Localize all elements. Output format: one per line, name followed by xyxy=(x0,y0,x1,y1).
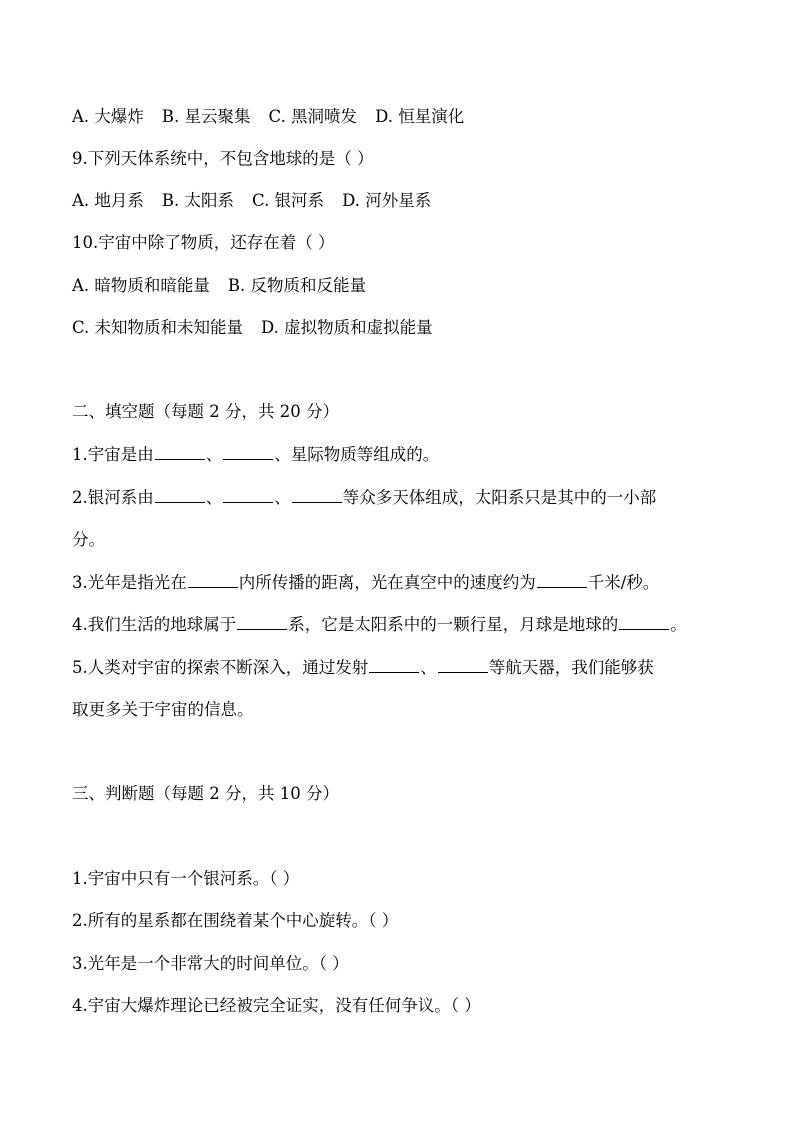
fill-q1-text: 、 xyxy=(205,445,223,464)
fill-q3 xyxy=(72,571,659,595)
fill-q3-text: 千米/秒。 xyxy=(587,573,660,592)
answer-blank[interactable] xyxy=(237,613,287,630)
judge-q3: 3.光年是一个非常大的时间单位。（ ） xyxy=(72,954,349,973)
fill-q2-text: 、 xyxy=(205,488,223,507)
answer-blank[interactable] xyxy=(223,486,273,503)
q8-option-d: D. 恒星演化 xyxy=(375,107,465,126)
fill-q4-text: 4.我们生活的地球属于 xyxy=(72,615,237,634)
q9-stem: 9.下列天体系统中，不包含地球的是（ ） xyxy=(72,149,374,168)
judge-q1: 1.宇宙中只有一个银河系。（ ） xyxy=(72,869,300,888)
answer-blank[interactable] xyxy=(292,486,342,503)
fill-q5-text: 、 xyxy=(420,658,437,677)
q9-option-a: A. 地月系 xyxy=(72,191,144,210)
answer-blank[interactable] xyxy=(537,571,587,588)
fill-q2 xyxy=(72,486,656,510)
fill-q1 xyxy=(72,443,439,467)
fill-q1-text: 1.宇宙是由 xyxy=(72,445,154,464)
q10-option-c: C. 未知物质和未知能量 xyxy=(72,318,244,337)
answer-blank[interactable] xyxy=(155,443,205,460)
fill-q5-continued: 取更多关于宇宙的信息。 xyxy=(72,700,254,719)
q8-option-c: C. 黑洞喷发 xyxy=(268,107,358,126)
answer-blank[interactable] xyxy=(155,486,205,503)
fill-q2-text: 等众多天体组成，太阳系只是其中的一小部 xyxy=(342,488,657,507)
q9-option-d: D. 河外星系 xyxy=(342,191,432,210)
q10-options-row1 xyxy=(72,274,366,298)
fill-q5-text: 5.人类对宇宙的探索不断深入，通过发射 xyxy=(72,658,369,677)
fill-q1-text: 、星际物质等组成的。 xyxy=(274,445,440,464)
q10-option-a: A. 暗物质和暗能量 xyxy=(72,276,210,295)
fill-q5 xyxy=(72,656,654,680)
answer-blank[interactable] xyxy=(438,656,488,673)
fill-q4 xyxy=(72,613,687,637)
fill-q2-text: 、 xyxy=(274,488,291,507)
answer-blank[interactable] xyxy=(188,571,238,588)
q10-option-d: D. 虚拟物质和虚拟能量 xyxy=(261,318,433,337)
q10-option-b: B. 反物质和反能量 xyxy=(227,276,367,295)
judge-section-heading: 三、判断题（每题 2 分，共 10 分） xyxy=(72,784,339,803)
fill-q5-text: 等航天器，我们能够获 xyxy=(488,658,654,677)
fill-q3-text: 内所传播的距离，光在真空中的速度约为 xyxy=(238,573,536,592)
fill-q2-continued: 分。 xyxy=(72,530,105,549)
fill-q3-text: 3.光年是指光在 xyxy=(72,573,187,592)
fill-q2-text: 2.银河系由 xyxy=(72,488,154,507)
q8-options xyxy=(72,105,464,129)
fill-section-heading: 二、填空题（每题 2 分，共 20 分） xyxy=(72,402,339,421)
q10-stem: 10.宇宙中除了物质，还存在着（ ） xyxy=(72,233,335,252)
q9-option-b: B. 太阳系 xyxy=(161,191,235,210)
answer-blank[interactable] xyxy=(619,613,669,630)
q10-options-row2 xyxy=(72,316,433,340)
q8-option-b: B. 星云聚集 xyxy=(161,107,251,126)
answer-blank[interactable] xyxy=(369,656,419,673)
judge-q2: 2.所有的星系都在围绕着某个中心旋转。（ ） xyxy=(72,911,399,930)
fill-q4-text: 。 xyxy=(670,615,687,634)
answer-blank[interactable] xyxy=(223,443,273,460)
q9-option-c: C. 银河系 xyxy=(252,191,325,210)
judge-q4: 4.宇宙大爆炸理论已经被完全证实，没有任何争议。（ ） xyxy=(72,996,481,1015)
q8-option-a: A. 大爆炸 xyxy=(72,107,144,126)
fill-q4-text: 系，它是太阳系中的一颗行星，月球是地球的 xyxy=(288,615,619,634)
q9-options xyxy=(72,189,431,213)
